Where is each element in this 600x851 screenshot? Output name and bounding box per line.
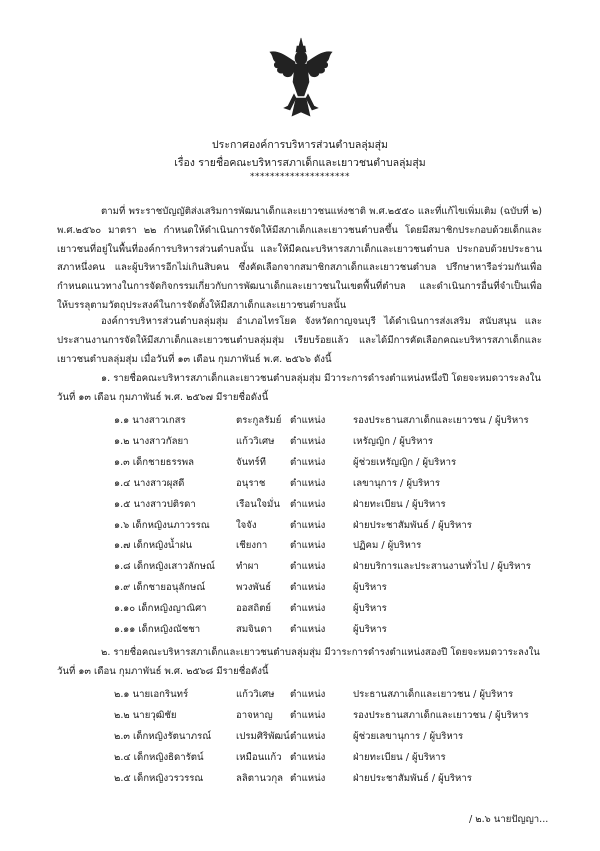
member-surname: ตระกูลรัมย์ (236, 415, 282, 426)
member-role: ประธานสภาเด็กและเยาวชน / ผู้บริหาร (353, 689, 514, 700)
member-surname: แก้ววิเศษ (236, 435, 275, 447)
member-role: เหรัญญิก / ผู้บริหาร (353, 435, 433, 447)
member-role: ผู้บริหาร (353, 624, 387, 635)
member-role: เลขานุการ / ผู้บริหาร (353, 477, 441, 489)
member-role: ฝ่ายประชาสัมพันธ์ / ผู้บริหาร (353, 772, 472, 784)
garuda-emblem-icon (268, 36, 334, 120)
announcement-title: ประกาศองค์การบริหารส่วนตำบลลุ่มสุ่ม (212, 139, 388, 151)
member-surname: อนุราช (236, 477, 266, 489)
member-role: ผู้ช่วยเหรัญญิก / ผู้บริหาร (353, 456, 457, 468)
member-surname: เปรมศิริพัฒน์ (236, 730, 290, 742)
position-label: ตำแหน่ง (290, 561, 326, 573)
member-role: ฝ่ายทะเบียน / ผู้บริหาร (353, 751, 446, 763)
member-row (0, 707, 600, 725)
position-label: ตำแหน่ง (290, 435, 326, 447)
member-name: ๒.๓ เด็กหญิงรัตนาภรณ์ (114, 730, 212, 742)
member-row (0, 579, 600, 597)
member-role: ฝ่ายประชาสัมพันธ์ / ผู้บริหาร (353, 519, 472, 531)
member-name: ๑.๔ นางสาวผุสดี (114, 477, 185, 489)
member-name: ๑.๘ เด็กหญิงเสาวลักษณ์ (114, 561, 215, 573)
member-row (0, 454, 600, 472)
member-row (0, 475, 600, 493)
position-label: ตำแหน่ง (290, 582, 326, 594)
member-row (0, 770, 600, 788)
member-row (0, 621, 600, 639)
member-surname: ทำผา (236, 561, 259, 573)
member-name: ๒.๒ นายวุฒิชัย (114, 709, 177, 721)
stars-divider: ******************** (250, 172, 350, 182)
member-surname: ใจจัง (236, 519, 257, 531)
position-label: ตำแหน่ง (290, 624, 326, 635)
member-row (0, 686, 600, 704)
member-surname: จันทร์ที (236, 456, 266, 468)
member-name: ๑.๑ นางสาวเกสร (114, 415, 186, 426)
member-row (0, 728, 600, 746)
member-role: ผู้บริหาร (353, 603, 387, 615)
member-row (0, 517, 600, 535)
position-label: ตำแหน่ง (290, 540, 326, 552)
member-name: ๒.๔ เด็กหญิงธิดารัตน์ (114, 751, 204, 763)
member-role: ผู้ช่วยเลขานุการ / ผู้บริหาร (353, 730, 464, 742)
member-name: ๒.๑ นายเอกรินทร์ (114, 689, 189, 700)
selection-paragraph-text: องค์การบริหารส่วนตำบลลุ่มสุ่ม อำเภอไทรโยค จังหวัดกาญจนบุรี ได้ดำเนินการส่งเสริม สนับสนุน และประสานงานการจัดให้มีสภาเด็กและเยาวชนตำบลลุ่มสุ่ม เรียบร้อยแล้ว และได้มีการคัดเลือกคณะบริหารสภาเด็กและเยาวชนตำบลลุ่มสุ่ม เมื่อวันที่ ๑๓ เดือน กุมภาพันธ์ พ.ศ. ๒๕๖๖ ดังนี้ (57, 316, 542, 365)
intro-paragraph (57, 203, 542, 316)
member-role: ผู้บริหาร (353, 582, 387, 594)
position-label: ตำแหน่ง (290, 456, 326, 468)
section-2-heading: ๒. รายชื่อคณะบริหารสภาเด็กและเยาวชนตำบลลุ่มสุ่ม มีวาระการดำรงตำแหน่งสองปี โดยจะหมดวาระลงในวันที่ ๑๓ เดือน กุมภาพันธ์ พ.ศ. ๒๕๖๘ มีรายชื่อดังนี้ (57, 647, 540, 677)
member-row (0, 433, 600, 451)
position-label: ตำแหน่ง (290, 519, 326, 531)
member-surname: พวงพันธ์ (236, 582, 272, 594)
position-label: ตำแหน่ง (290, 498, 326, 510)
continuation-footer: / ๒.๖ นายปัญญา... (469, 814, 549, 825)
member-surname: เรือนใจมั่น (236, 498, 280, 510)
member-row (0, 749, 600, 767)
member-name: ๑.๖ เด็กหญิงนภาวรรณ (114, 519, 210, 531)
member-row (0, 412, 600, 430)
intro-paragraph-text: ตามที่ พระราชบัญญัติส่งเสริมการพัฒนาเด็กและเยาวชนแห่งชาติ พ.ศ.๒๕๕๐ และที่แก้ไขเพิ่มเติม (ฉบับที่ ๒) พ.ศ.๒๕๖๐ มาตรา ๒๒ กำหนดให้ดำเนินการจัดให้มีสภาเด็กและเยาวชนตำบลขึ้น โดยมีสมาชิกประกอบด้วยเด็กและเยาวชนที่อยู่ในพื้นที่องค์การบริหารส่วนตำบลนั้น และให้มีคณะบริหารสภาเด็กและเยาวชนตำบล ประกอบด้วยประธานสภาหนึ่งคน และผู้บริหารอีกไม่เกินสิบคน ซึ่งคัดเลือกจากสมาชิกสภาเด็กและเยาวชนตำบล ปรึกษาหารือร่วมกันเพื่อกำหนดแนวทางในการจัดกิจกรรมเกี่ยวกับการพัฒนาเด็กและเยาวชนในเขตพื้นที่ตำบล และดำเนินการอื่นที่จำเป็นเพื่อให้บรรลุตามวัตถุประสงค์ในการจัดตั้งให้มีสภาเด็กและเยาวชนตำบลนั้น (57, 206, 542, 311)
selection-paragraph (57, 313, 542, 369)
position-label: ตำแหน่ง (290, 730, 326, 742)
position-label: ตำแหน่ง (290, 751, 326, 763)
member-name: ๑.๒ นางสาวกัลยา (114, 435, 189, 447)
member-surname: ออสถิตย์ (236, 603, 272, 615)
position-label: ตำแหน่ง (290, 603, 326, 615)
member-surname: เหมือนแก้ว (236, 751, 282, 763)
position-label: ตำแหน่ง (290, 415, 326, 426)
subject-label: เรื่อง (174, 157, 195, 169)
member-name: ๑.๙ เด็กชายอนุลักษณ์ (114, 582, 206, 594)
member-surname: แก้ววิเศษ (236, 689, 275, 700)
member-row (0, 558, 600, 576)
member-name: ๒.๕ เด็กหญิงวรวรรณ (114, 772, 204, 784)
section-1-heading: ๑. รายชื่อคณะบริหารสภาเด็กและเยาวชนตำบลลุ่มสุ่ม มีวาระการดำรงตำแหน่งหนึ่งปี โดยจะหมดวาระลงในวันที่ ๑๓ เดือน กุมภาพันธ์ พ.ศ. ๒๕๖๗ มีรายชื่อดังนี้ (57, 373, 541, 403)
member-role: รองประธานสภาเด็กและเยาวชน / ผู้บริหาร (353, 709, 529, 721)
member-row (0, 537, 600, 555)
member-surname: สมจินดา (236, 624, 272, 635)
member-name: ๑.๑๑ เด็กหญิงณัชชา (114, 624, 201, 635)
announcement-subject-line (0, 154, 600, 171)
position-label: ตำแหน่ง (290, 709, 326, 721)
position-label: ตำแหน่ง (290, 477, 326, 489)
member-surname: เชียงกา (236, 540, 268, 552)
member-name: ๑.๕ นางสาวปติรดา (114, 498, 196, 510)
position-label: ตำแหน่ง (290, 772, 326, 784)
member-name: ๑.๑๐ เด็กหญิงญาณิศา (114, 603, 207, 615)
member-role: ปฏิคม / ผู้บริหาร (353, 540, 422, 552)
position-label: ตำแหน่ง (290, 689, 326, 700)
member-row (0, 496, 600, 514)
member-name: ๑.๗ เด็กหญิงน้ำฝน (114, 540, 193, 552)
member-role: ฝ่ายทะเบียน / ผู้บริหาร (353, 498, 446, 510)
subject-text: รายชื่อคณะบริหารสภาเด็กและเยาวชนตำบลลุ่มสุ่ม (198, 157, 426, 169)
member-surname: ลลิตานวกุล (236, 772, 284, 784)
member-role: รองประธานสภาเด็กและเยาวชน / ผู้บริหาร (353, 415, 529, 426)
member-name: ๑.๓ เด็กชายธรรพล (114, 456, 194, 468)
member-surname: อาจหาญ (236, 709, 273, 721)
member-role: ฝ่ายบริการและประสานงานทั่วไป / ผู้บริหาร (353, 561, 531, 573)
member-row (0, 600, 600, 618)
